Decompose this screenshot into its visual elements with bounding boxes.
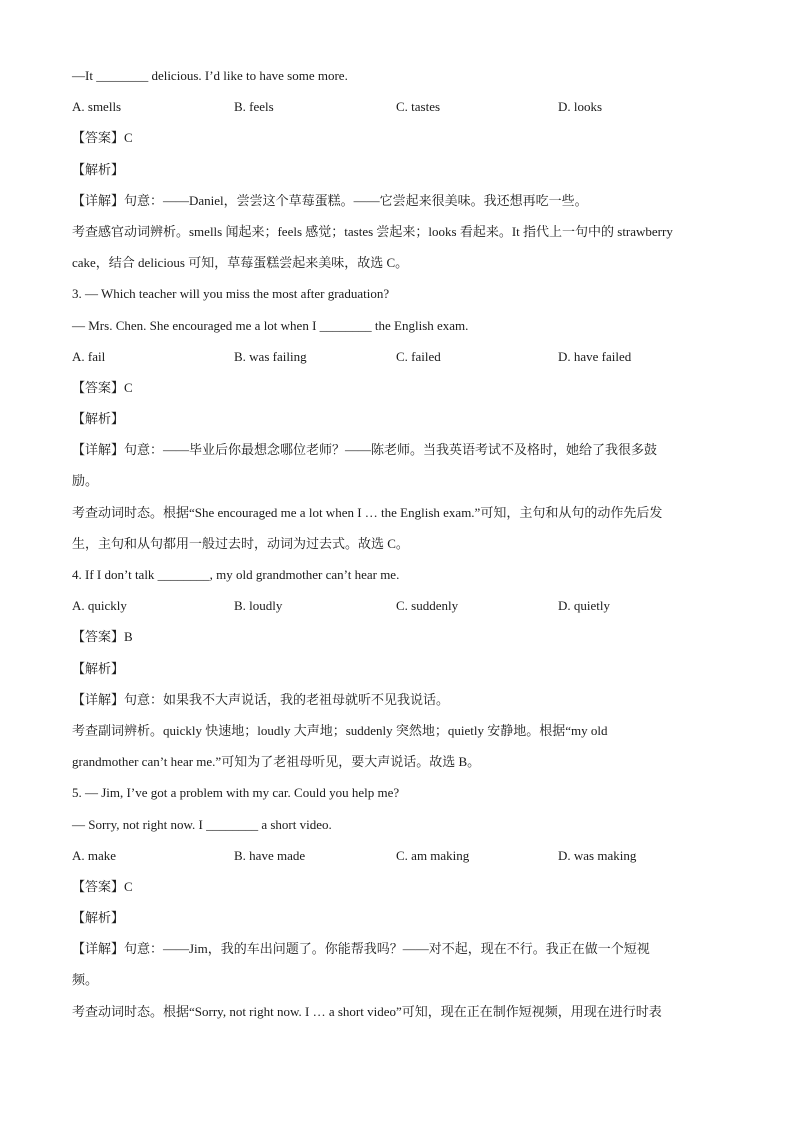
text-line: cake，结合 delicious 可知，草莓蛋糕尝起来美味，故选 C。 [72,255,409,271]
text-line: 【答案】C [72,130,133,146]
text-line: 【答案】C [72,379,133,395]
answer-option: D. was making [558,847,637,863]
text-line: 考查动词时态。根据“Sorry, not right now. I … a short video”可知，现在正在制作短视频，用现在进行时表 [72,1003,662,1019]
text-line: 【答案】C [72,878,133,894]
answer-option: C. failed [396,348,441,364]
text-line: —It ________ delicious. I’d like to have some more. [72,68,348,83]
answer-option: C. suddenly [396,598,459,614]
answer-options [72,840,732,871]
answer-option: B. loudly [234,598,283,614]
text-line: 4. If I don’t talk ________, my old grandmother can’t hear me. [72,567,400,582]
text-line: grandmother can’t hear me.”可知为了老祖母听见，要大声说话。故选 B。 [72,754,481,770]
text-line: 考查副词辨析。quickly 快速地；loudly 大声地；suddenly 突然地；quietly 安静地。根据“my old [72,722,608,738]
answer-option: C. am making [396,847,470,863]
text-line: 频。 [72,972,99,988]
answer-option: D. have failed [558,348,632,364]
answer-options [72,341,732,372]
text-line: 【详解】句意：——Daniel，尝尝这个草莓蛋糕。——它尝起来很美味。我还想再吃一些。 [72,192,588,208]
answer-option: C. tastes [396,99,441,115]
text-line: 生，主句和从句都用一般过去时，动词为过去式。故选 C。 [72,535,409,551]
text-line: 考查动词时态。根据“She encouraged me a lot when I … the English exam.”可知，主句和从句的动作先后发 [72,504,663,520]
answer-option: A. make [72,847,117,863]
text-line: — Sorry, not right now. I ________ a short video. [72,816,332,832]
document-page [72,60,732,1027]
text-line: 5. — Jim, I’ve got a problem with my car. Could you help me? [72,785,400,801]
text-line: — Mrs. Chen. She encouraged me a lot when I ________ the English exam. [72,317,469,333]
answer-option: A. fail [72,348,106,364]
answer-option: D. looks [558,99,603,115]
text-line: 3. — Which teacher will you miss the most after graduation? [72,286,390,302]
answer-options [72,590,732,621]
text-line: 【详解】句意：如果我不大声说话，我的老祖母就听不见我说话。 [72,691,450,707]
answer-option: A. quickly [72,598,127,614]
text-line: 考查感官动词辨析。smells 闻起来；feels 感觉；tastes 尝起来；looks 看起来。It 指代上一句中的 strawberry [72,223,673,239]
text-line: 【详解】句意：——Jim，我的车出问题了。你能帮我吗？——对不起，现在不行。我正在做一个短视 [72,941,650,957]
text-line: 励。 [72,473,99,489]
text-line: 【解析】 [72,411,125,427]
answer-option: B. have made [234,847,306,863]
text-line: 【解析】 [72,161,125,177]
answer-option: A. smells [72,99,122,115]
answer-option: B. feels [234,99,274,115]
answer-option: B. was failing [234,348,307,364]
text-line: 【解析】 [72,660,125,676]
text-line: 【答案】B [72,629,133,645]
answer-options [72,91,732,122]
text-line: 【详解】句意：——毕业后你最想念哪位老师？——陈老师。当我英语考试不及格时，她给了我很多鼓 [72,442,658,458]
text-line: 【解析】 [72,910,125,926]
answer-option: D. quietly [558,598,610,614]
